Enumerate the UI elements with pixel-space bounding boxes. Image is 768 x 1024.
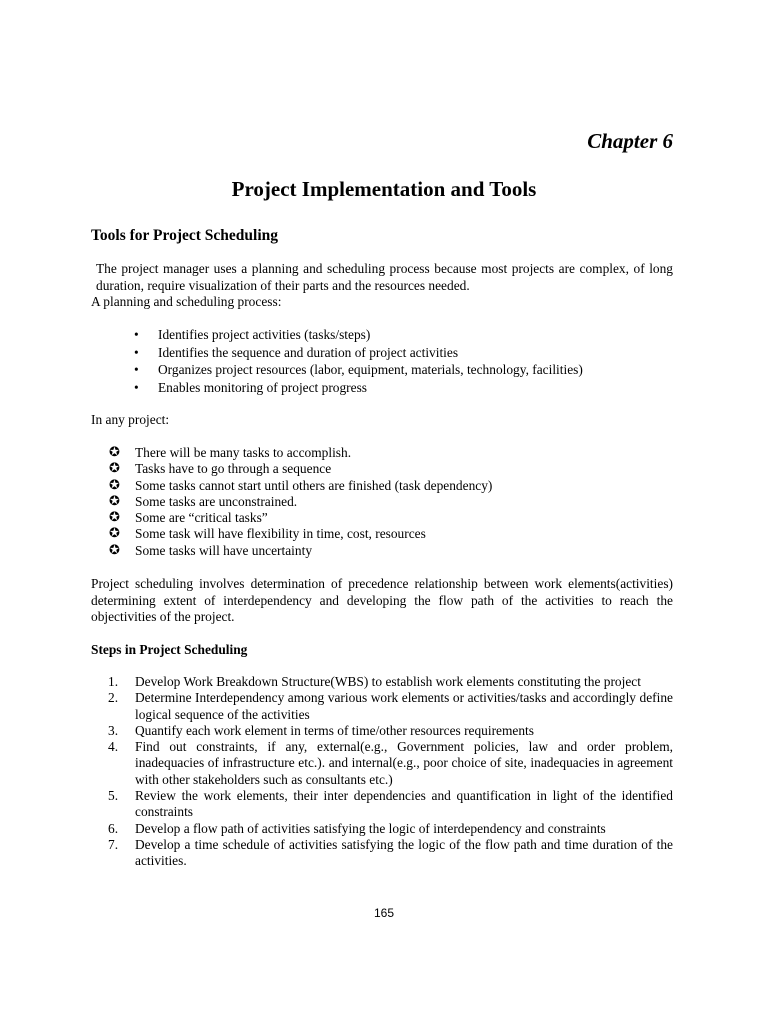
star-bullet-icon: ✪ [109,542,120,558]
bullet-icon: • [134,362,139,377]
intro-block [91,261,673,311]
step-number: 6. [108,820,119,836]
process-lead: A planning and scheduling process: [91,294,282,309]
bullet-icon: • [134,344,139,360]
list-item [109,510,492,526]
star-bullet-icon: ✪ [109,461,120,477]
list-item-text: Some tasks will have uncertainty [135,542,313,558]
intro-paragraph: The project manager uses a planning and scheduling process because most projects are complex, of long duration, require visualization of their parts and the resources needed. [96,261,673,293]
step-item [108,674,673,690]
step-text: Find out constraints, if any, external(e.g., Government policies, law and order problem, inadequacies of infrastructure etc.). and internal(e.g., poor choice of site, inadequacies in agreement with other stakeholders such as consultants etc.) [135,739,673,787]
list-item [109,543,492,559]
list-item [132,361,583,379]
step-number: 4. [108,739,119,755]
list-item-text: Some task will have flexibility in time, cost, resources [135,526,426,542]
list-item-text: Some tasks cannot start until others are finished (task dependency) [135,477,493,493]
in-any-project-label: In any project: [91,412,170,427]
steps-list [108,674,673,870]
star-bullet-icon: ✪ [109,526,120,542]
step-item [108,836,673,870]
step-item [108,722,673,739]
section-heading: Tools for Project Scheduling [91,227,279,244]
list-item-text: There will be many tasks to accomplish. [135,445,352,460]
process-list [132,326,583,396]
project-characteristics-list [109,445,492,559]
step-item [108,788,673,821]
step-text: Review the work elements, their inter dependencies and quantification in light of the identified constraints [135,788,673,820]
bullet-icon: • [134,327,139,342]
step-text: Develop a flow path of activities satisfying the logic of interdependency and constraints [135,820,606,836]
list-item [109,445,492,461]
page-title: Project Implementation and Tools [231,177,537,201]
chapter-label: Chapter 6 [587,129,673,153]
bullet-icon: • [134,379,139,395]
step-number: 2. [108,690,119,706]
star-bullet-icon: ✪ [109,493,120,509]
step-item [108,690,673,723]
step-number: 5. [108,788,119,804]
step-text: Quantify each work element in terms of time/other resources requirements [135,722,534,738]
list-item-text: Tasks have to go through a sequence [135,461,332,477]
step-text: Develop a time schedule of activities satisfying the logic of the flow path and time duration of the activities. [135,836,673,869]
step-number: 1. [108,674,119,689]
step-text: Develop Work Breakdown Structure(WBS) to establish work elements constituting the project [135,674,641,689]
list-item [109,494,492,510]
list-item [132,344,583,362]
list-item [132,326,583,344]
list-item-text: Some tasks are unconstrained. [135,493,298,509]
list-item-text: Some are “critical tasks” [135,510,268,526]
list-item [109,478,492,494]
star-bullet-icon: ✪ [109,477,120,493]
step-number: 7. [108,836,119,852]
list-item-text: Identifies project activities (tasks/steps) [158,327,371,342]
star-bullet-icon: ✪ [109,510,120,526]
step-item [108,739,673,788]
step-text: Determine Interdependency among various work elements or activities/tasks and accordingly define logical sequence of the activities [135,690,673,722]
list-item-text: Organizes project resources (labor, equipment, materials, technology, facilities) [158,362,583,377]
list-item-text: Identifies the sequence and duration of project activities [158,344,459,360]
page-number: 165 [373,906,395,920]
scheduling-paragraph: Project scheduling involves determination of precedence relationship between work elements(activities) determining extent of interdependency and developing the flow path of the activities to reach the objectivities of the project. [91,576,673,624]
step-item [108,820,673,837]
list-item [109,461,492,477]
list-item [109,526,492,542]
list-item [132,379,583,397]
list-item-text: Enables monitoring of project progress [158,379,367,395]
steps-heading: Steps in Project Scheduling [91,642,248,657]
star-bullet-icon: ✪ [109,445,120,460]
step-number: 3. [108,722,119,738]
